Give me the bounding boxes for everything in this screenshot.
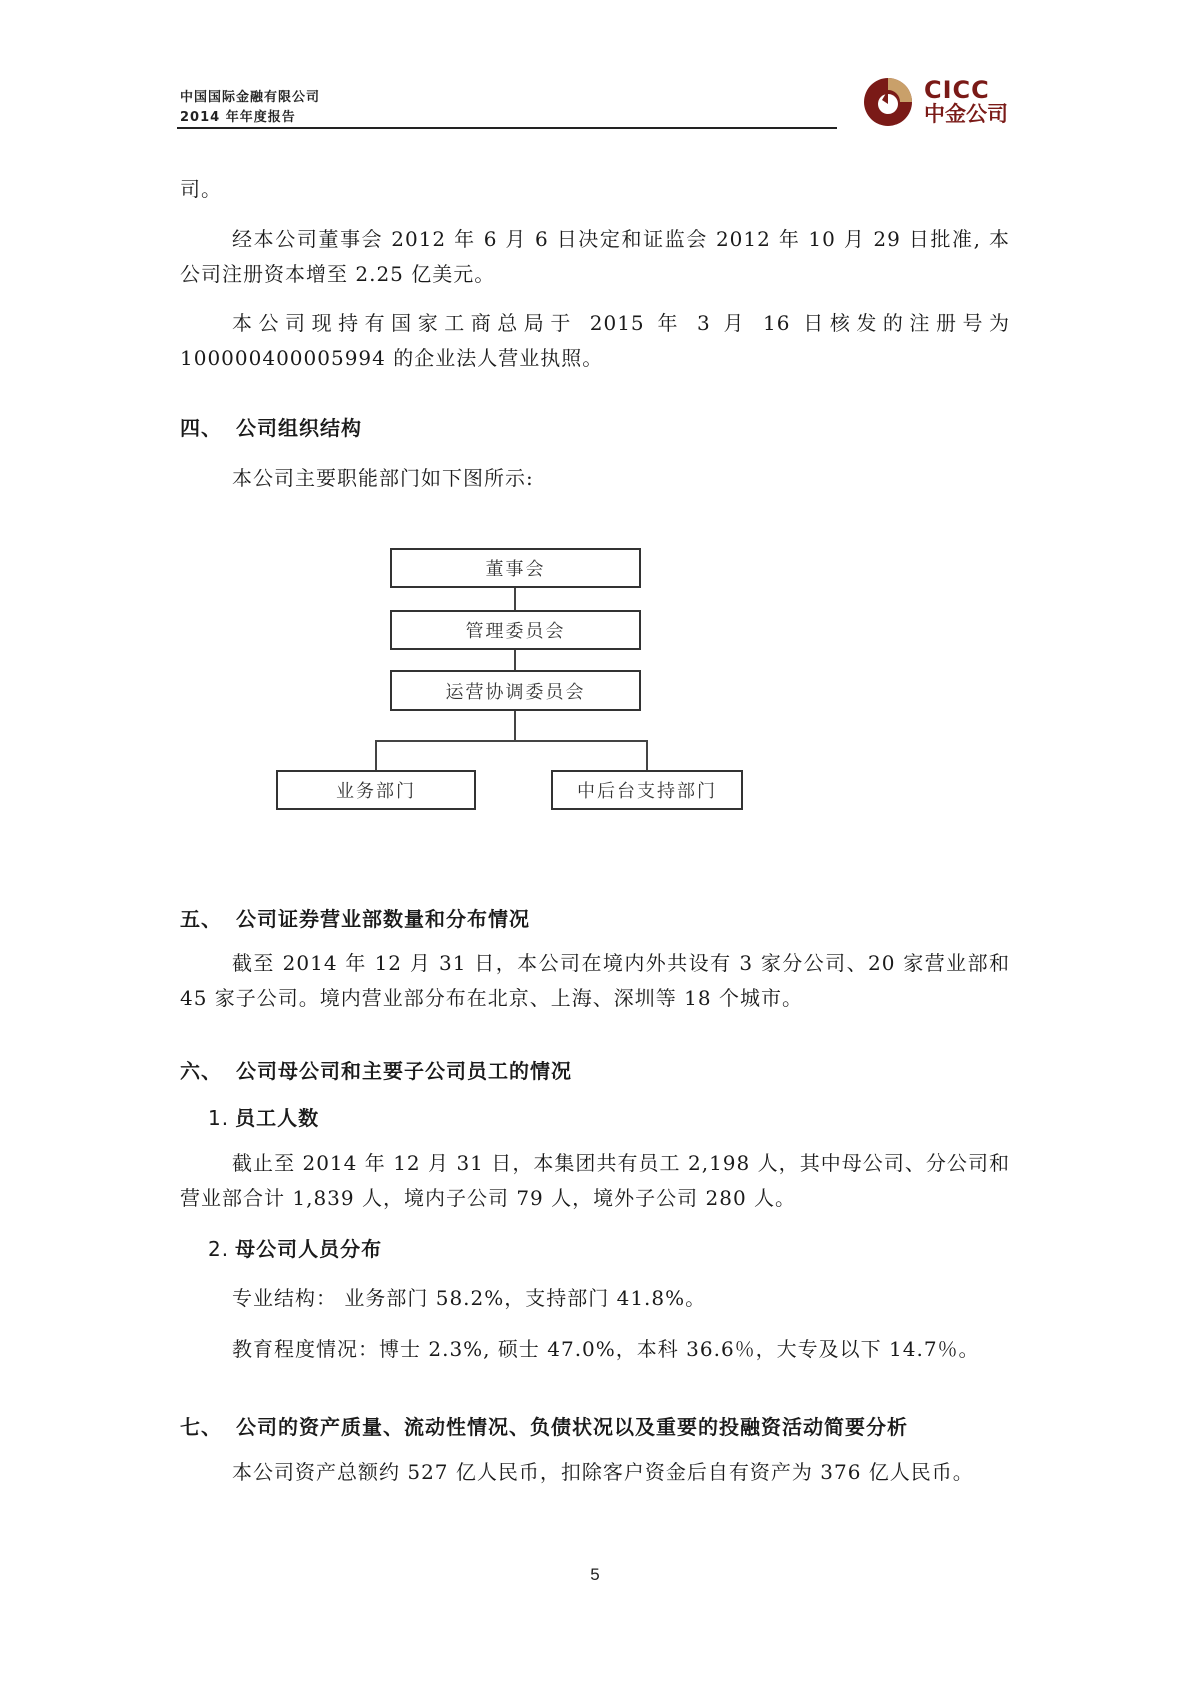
org-connector-horizontal bbox=[375, 740, 648, 742]
education-level-line: 教育程度情况：博士 2.3%, 硕士 47.0%，本科 36.6％，大专及以下 14.7％。 bbox=[232, 1337, 980, 1361]
section-heading-7 bbox=[180, 1411, 908, 1440]
section-heading-5 bbox=[180, 903, 530, 932]
subheading-employee-count bbox=[208, 1102, 319, 1131]
header-report-title: 2014 年年度报告 bbox=[180, 110, 296, 125]
subheading-number: 2. bbox=[208, 1237, 230, 1261]
section-title: 公司组织结构 bbox=[236, 416, 362, 440]
page-number: 5 bbox=[590, 1565, 600, 1584]
org-box-operations-committee: 运营协调委员会 bbox=[390, 670, 641, 711]
section-title: 公司证券营业部数量和分布情况 bbox=[236, 907, 530, 931]
header-rule bbox=[177, 127, 837, 129]
subheading-number: 1. bbox=[208, 1106, 230, 1130]
org-box-board: 董事会 bbox=[390, 548, 641, 588]
subheading-title: 母公司人员分布 bbox=[235, 1237, 383, 1261]
section-title: 公司的资产质量、流动性情况、负债状况以及重要的投融资活动简要分析 bbox=[236, 1415, 908, 1439]
org-chart-intro: 本公司主要职能部门如下图所示: bbox=[232, 466, 534, 490]
org-box-management-committee: 管理委员会 bbox=[390, 610, 641, 650]
professional-structure-line: 专业结构： 业务部门 58.2%，支持部门 41.8%。 bbox=[232, 1286, 707, 1310]
logo-text-zh: 中金公司 bbox=[924, 102, 1008, 126]
paragraph-continuation: 司。 bbox=[180, 177, 222, 201]
paragraph-registered-capital: 经本公司董事会 2012 年 6 月 6 日决定和证监会 2012 年 10 月 29 日批准, 本公司注册资本增至 2.25 亿美元。 bbox=[180, 227, 1010, 286]
section-heading-4 bbox=[180, 412, 362, 441]
subheading-title: 员工人数 bbox=[235, 1106, 320, 1130]
logo-text bbox=[924, 78, 1008, 126]
section-number: 四、 bbox=[180, 416, 222, 440]
org-connector bbox=[646, 740, 648, 770]
paragraph-branches: 截至 2014 年 12 月 31 日，本公司在境内外共设有 3 家分公司、20 家营业部和 45 家子公司。境内营业部分布在北京、上海、深圳等 18 个城市。 bbox=[180, 951, 1010, 1010]
cicc-logo-icon bbox=[862, 76, 914, 128]
org-box-support-departments: 中后台支持部门 bbox=[551, 770, 743, 810]
section-number: 六、 bbox=[180, 1059, 222, 1083]
org-connector bbox=[375, 740, 377, 770]
section-number: 五、 bbox=[180, 907, 222, 931]
section-number: 七、 bbox=[180, 1415, 222, 1439]
paragraph-business-license: 本公司现持有国家工商总局于 2015 年 3 月 16 日核发的注册号为 100000400005994 的企业法人营业执照。 bbox=[180, 311, 1010, 370]
logo-text-en: CICC bbox=[924, 76, 990, 104]
header-company-name: 中国国际金融有限公司 bbox=[180, 90, 321, 105]
paragraph-assets: 本公司资产总额约 527 亿人民币，扣除客户资金后自有资产为 376 亿人民币。 bbox=[232, 1460, 974, 1484]
org-connector bbox=[514, 711, 516, 741]
subheading-staff-distribution bbox=[208, 1233, 382, 1262]
paragraph-employee-count: 截止至 2014 年 12 月 31 日，本集团共有员工 2,198 人，其中母公司、分公司和营业部合计 1,839 人，境内子公司 79 人，境外子公司 280 人。 bbox=[180, 1151, 1010, 1210]
section-heading-6 bbox=[180, 1055, 572, 1084]
section-title: 公司母公司和主要子公司员工的情况 bbox=[236, 1059, 572, 1083]
org-connector bbox=[514, 588, 516, 610]
org-box-business-departments: 业务部门 bbox=[276, 770, 476, 810]
org-connector bbox=[514, 650, 516, 670]
